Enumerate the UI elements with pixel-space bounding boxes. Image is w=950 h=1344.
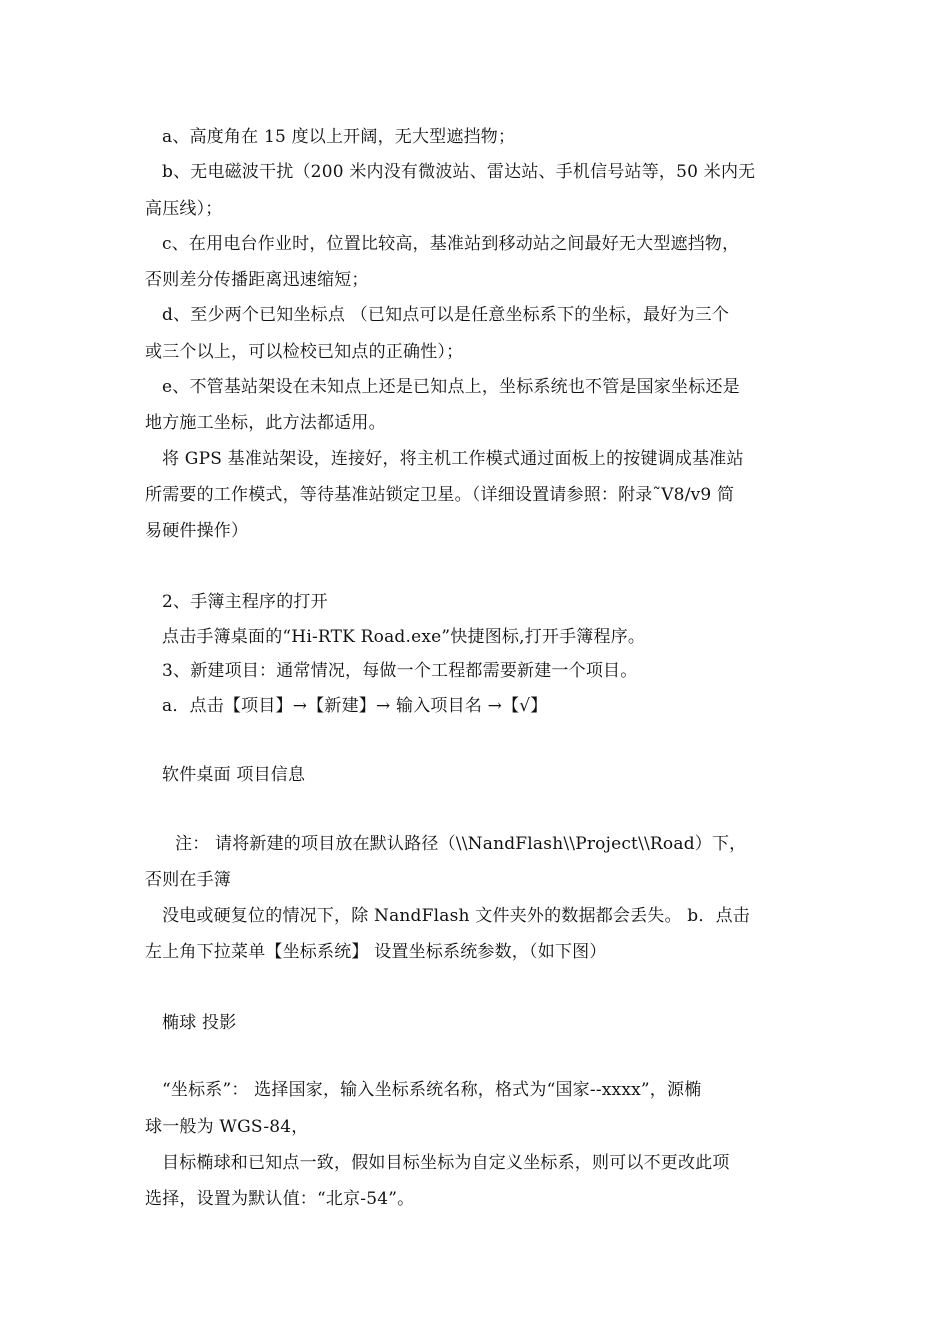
line-item-c-cont: 否则差分传播距离迅速缩短； — [145, 270, 369, 290]
line-target-ellipsoid-cont: 选择，设置为默认值：“北京-54”。 — [145, 1189, 415, 1209]
line-gps-setup-cont1: 所需要的工作模式，等待基准站锁定卫星。（详细设置请参照：附录˜V8/v9 简 — [145, 485, 735, 505]
line-gps-setup-cont2: 易硬件操作） — [145, 521, 249, 541]
line-section-3: 3、新建项目：通常情况，每做一个工程都需要新建一个项目。 — [162, 661, 638, 681]
line-item-b: b、无电磁波干扰（200 米内没有微波站、雷达站、手机信号站等，50 米内无 — [162, 162, 756, 182]
line-target-ellipsoid: 目标椭球和已知点一致，假如目标坐标为自定义坐标系，则可以不更改此项 — [162, 1153, 730, 1173]
line-item-d: d、至少两个已知坐标点 （已知点可以是任意坐标系下的坐标，最好为三个 — [162, 305, 730, 325]
line-figure-caption-2: 椭球 投影 — [162, 1013, 237, 1033]
line-coord-system-desc: “坐标系”： 选择国家，输入坐标系统名称，格式为“国家--xxxx”，源椭 — [162, 1080, 702, 1100]
line-note: 注： 请将新建的项目放在默认路径（\\NandFlash\\Project\\Road）下， — [175, 834, 747, 854]
line-new-project-steps: a．点击【项目】→【新建】→ 输入项目名 →【√】 — [162, 696, 548, 716]
line-item-d-cont: 或三个以上，可以检校已知点的正确性）； — [145, 342, 464, 362]
line-note-cont1: 否则在手簿 — [145, 870, 231, 890]
line-item-e-cont: 地方施工坐标，此方法都适用。 — [145, 413, 386, 433]
line-coord-system-desc-cont: 球一般为 WGS-84， — [145, 1117, 309, 1137]
line-item-b-cont: 高压线）； — [145, 199, 223, 219]
line-figure-caption-1: 软件桌面 项目信息 — [162, 765, 306, 785]
line-note-cont2: 没电或硬复位的情况下，除 NandFlash 文件夹外的数据都会丢失。 b．点击 — [162, 906, 750, 926]
line-item-c: c、在用电台作业时，位置比较高，基准站到移动站之间最好无大型遮挡物， — [162, 234, 740, 254]
line-item-e: e、不管基站架设在未知点上还是已知点上，坐标系统也不管是国家坐标还是 — [162, 377, 740, 397]
line-section-2: 2、手簿主程序的打开 — [162, 592, 328, 612]
line-gps-setup: 将 GPS 基准站架设，连接好，将主机工作模式通过面板上的按键调成基准站 — [162, 449, 744, 469]
line-open-program: 点击手簿桌面的“Hi-RTK Road.exe”快捷图标,打开手簿程序。 — [162, 627, 646, 647]
line-item-a: a、高度角在 15 度以上开阔，无大型遮挡物； — [162, 127, 516, 147]
line-coord-system: 左上角下拉菜单【坐标系统】 设置坐标系统参数，（如下图） — [145, 942, 607, 962]
